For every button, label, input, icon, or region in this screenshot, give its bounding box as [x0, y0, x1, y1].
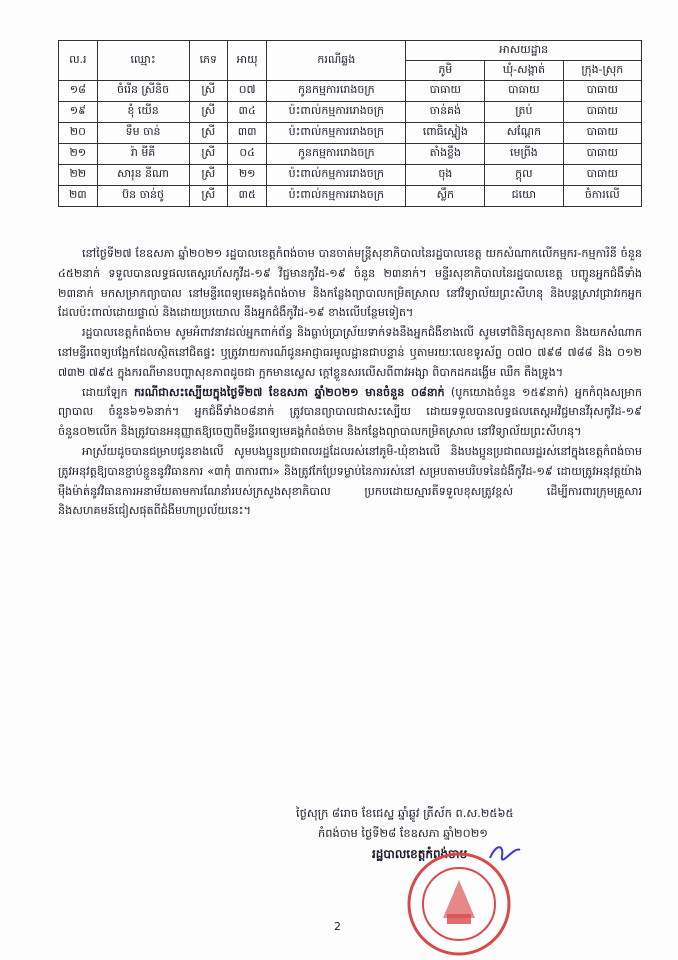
authority-title: រដ្ឋបាលខេត្តកំពង់ចាម: [372, 847, 468, 861]
paragraph-2: រដ្ឋបាលខេត្តកំពង់ចាម សូមអំពាវនាវដល់អ្នកពាក់ព័ន្ធ និងធ្លាប់ប្រាស្រ័យទាក់ទងនឹងអ្នកជំងឺខាងលើ សូមទៅពិនិត្យសុខភាព និងយកសំណាក នៅមន្ទីរពេទ្យបង្អែកដែលស្ថិតនៅជិតផ្ទះ ឬត្រូវរាយការណ៍ជូនអាជ្ញាធរមូលដ្ឋានជាបន្ទាន់ ឬតាមរយៈលេខទូរស័ព្ទ ០៧០ ៧៩៨ ៧៨៨ និង ០១២ ៧៣២ ៧៩៥ ក្នុងករណីមានបញ្ហាសុខភាពដូចជា ក្អកមានស្លេស ក្តៅខ្លួនសរលើសពីពាវអង្សា ពិបាកដកដង្ហើម ឈឺក តឹងទ្រូង។: [58, 326, 642, 379]
cases-table: [58, 40, 642, 207]
cell-district: បាធាយ: [563, 144, 641, 165]
cell-village: ចុង: [406, 165, 485, 186]
table-row: [59, 165, 642, 186]
paragraph-3-rest: (បូកយោងចំនួន ១៥៩នាក់) អ្នកកំពុងសម្រាកព្យាបាល ចំនួន៦១៦នាក់។ អ្នកជំងឺទាំង០៨នាក់ ត្រូវបានព្យាបាលជាសះស្បើយ ដោយទទួលបានលទ្ធផលតេស្តអវិជ្ជមានវីរុសកូវីដ-១៩ ចំនួន០២លើក និងត្រូវបានអនុញ្ញាតឱ្យចេញពីមន្ទីរពេទ្យមេគង្គកំពង់ចាម និងកន្លែងព្យាបាលកម្រិតស្រាល នៅវិទ្យាល័យព្រះសីហនុ។: [58, 385, 642, 439]
cell-case: កូនកម្មការរោងចក្រ: [267, 144, 406, 165]
header-address: អាសយដ្ឋាន: [406, 41, 642, 61]
cell-sex: ស្រី: [189, 81, 228, 102]
header-age: អាយុ: [228, 41, 267, 81]
table-row: [59, 102, 642, 123]
header-name: ឈ្មោះ: [97, 41, 189, 81]
cell-age: ៣៤: [228, 102, 267, 123]
cell-case: ប៉ះពាល់កម្មការរោងចក្រ: [267, 123, 406, 144]
cell-name: ប៊ន ចាន់ថូ: [97, 186, 189, 207]
cell-village: ចាន់គង់: [406, 102, 485, 123]
table-row: [59, 186, 642, 207]
table-row: [59, 144, 642, 165]
cell-village: បាធាយ: [406, 81, 485, 102]
cell-age: ០៤: [228, 144, 267, 165]
cell-commune: ត្រប់: [485, 102, 563, 123]
cell-district: បាធាយ: [563, 123, 641, 144]
cell-name: ខុំ យើន: [97, 102, 189, 123]
header-commune: ឃុំ-សង្កាត់: [485, 61, 563, 81]
cell-case: ប៉ះពាល់កម្មការរោងចក្រ: [267, 186, 406, 207]
cell-case: ប៉ះពាល់កម្មការរោងចក្រ: [267, 102, 406, 123]
header-district: ក្រុង-ស្រុក: [563, 61, 641, 81]
document-body: [58, 244, 642, 521]
cell-no: ២៣: [59, 186, 98, 207]
cell-village: ស្លឹក: [406, 186, 485, 207]
paragraph-3-bold: ករណីជាសះស្បើយក្នុងថ្ងៃទី២៧ ខែឧសភា ឆ្នាំ២០២១ មានចំនួន ០៨នាក់: [133, 385, 445, 399]
cell-age: ០៧: [228, 81, 267, 102]
cell-no: ១៩: [59, 102, 98, 123]
cell-name: រ៉ា មីគី: [97, 144, 189, 165]
paragraph-1: នៅថ្ងៃទី២៧ ខែឧសភា ឆ្នាំ២០២១ រដ្ឋបាលខេត្តកំពង់ចាម បានចាត់មន្ត្រីសុខាភិបាលនៃរដ្ឋបាលខេត្ត យកសំណាកលើកម្មករ-កម្មការិនី ចំនួន ៤៥២នាក់ ទទួលបានលទ្ធផលតេស្តរហ័សកូវីដ-១៩ វិជ្ជមានកូវីដ-១៩ ចំនួន ២៣នាក់។ មន្ទីរសុខាភិបាលនៃរដ្ឋបាលខេត្ត បញ្ជូនអ្នកជំងឺទាំង ២៣នាក់ មកសម្រាកព្យាបាល នៅមន្ទីរពេទ្យមេគង្គកំពង់ចាម និងកន្លែងព្យាបាលកម្រិតស្រាល នៅវិទ្យាល័យព្រះសីហនុ និងបន្តស្រាវជ្រាវរកអ្នកដែលប៉ះពាល់ដោយផ្ទាល់ និងដោយប្រយោល នឹងអ្នកជំងឺកូវីដ-១៩ ខាងលើបន្ថែមទៀត។: [58, 247, 642, 320]
cell-district: ចំការលើ: [563, 186, 641, 207]
cell-district: បាធាយ: [563, 165, 641, 186]
cell-case: កូនកម្មការរោងចក្រ: [267, 81, 406, 102]
cell-village: ពោធិស្នៀង: [406, 123, 485, 144]
table-row: [59, 81, 642, 102]
cell-commune: ក្ដុល: [485, 165, 563, 186]
cell-sex: ស្រី: [189, 186, 228, 207]
cell-no: ២១: [59, 144, 98, 165]
cell-no: ២០: [59, 123, 98, 144]
lunar-date: ថ្ងៃសុក្រ ៨រោច ខែជេស្ឋ ឆ្នាំឆ្លូវ ត្រីស័ក ព.ស.២៥៦៥: [296, 806, 514, 820]
cell-sex: ស្រី: [189, 102, 228, 123]
table-row: [59, 123, 642, 144]
cell-district: បាធាយ: [563, 81, 641, 102]
cell-commune: ជយោ: [485, 186, 563, 207]
cell-village: តាំងខ្លឹង: [406, 144, 485, 165]
cell-sex: ស្រី: [189, 165, 228, 186]
place-date: កំពង់ចាម ថ្ងៃទី២៨ ខែឧសភា ឆ្នាំ២០២១: [318, 826, 488, 840]
cell-name: ចំរើន ស្រីនិច: [97, 81, 189, 102]
cell-commune: សណ្តែក: [485, 123, 563, 144]
cell-no: ១៨: [59, 81, 98, 102]
cell-name: សារុន នីណា: [97, 165, 189, 186]
cell-age: ៣៣: [228, 123, 267, 144]
header-village: ភូមិ: [406, 61, 485, 81]
paragraph-3: [58, 383, 642, 442]
header-sex: ភេទ: [189, 41, 228, 81]
cell-no: ២២: [59, 165, 98, 186]
paragraph-4: អាស្រ័យដូចបានជម្រាបជូនខាងលើ សូមបងប្អូនប្រជាពលរដ្ឋដែលរស់នៅភូមិ-ឃុំខាងលើ និងបងប្អូនប្រជាពលរដ្ឋរស់នៅក្នុងខេត្តកំពង់ចាម ត្រូវអនុវត្តឱ្យបានខ្ជាប់ខ្ជួននូវវិធានការ «៣កុំ ៣ការពារ» និងត្រូវកែប្រែទម្លាប់នៃការរស់នៅ សម្របតាមបរិបទនៃជំងឺកូវីដ-១៩ ដោយត្រូវអនុវត្តយ៉ាងម៉ឺងម៉ាត់នូវវិធានការអនាម័យតាមការណែនាំរបស់ក្រសួងសុខាភិបាល ប្រកបដោយស្មារតីទទួលខុសត្រូវខ្ពស់ ដើម្បីការពារក្រុមគ្រួសារ និងសហគមន៍ជៀសផុតពីជំងឺមហាប្រល័យនេះ។: [58, 444, 642, 518]
header-case: ករណីឆ្លង: [267, 41, 406, 81]
cell-commune: បាធាយ: [485, 81, 563, 102]
signature-mark: [486, 840, 526, 866]
cell-district: បាធាយ: [563, 102, 641, 123]
paragraph-3-lead: ដោយឡែក: [82, 385, 128, 399]
cell-age: ៣៥: [228, 186, 267, 207]
cell-sex: ស្រី: [189, 144, 228, 165]
cell-case: ប៉ះពាល់កម្មការរោងចក្រ: [267, 165, 406, 186]
cell-name: ទឹម ចាន់: [97, 123, 189, 144]
cell-sex: ស្រី: [189, 123, 228, 144]
header-no: ល.រ: [59, 41, 98, 81]
cell-commune: មេព្រីង: [485, 144, 563, 165]
page-number: 2: [334, 920, 341, 933]
cell-age: ២១: [228, 165, 267, 186]
